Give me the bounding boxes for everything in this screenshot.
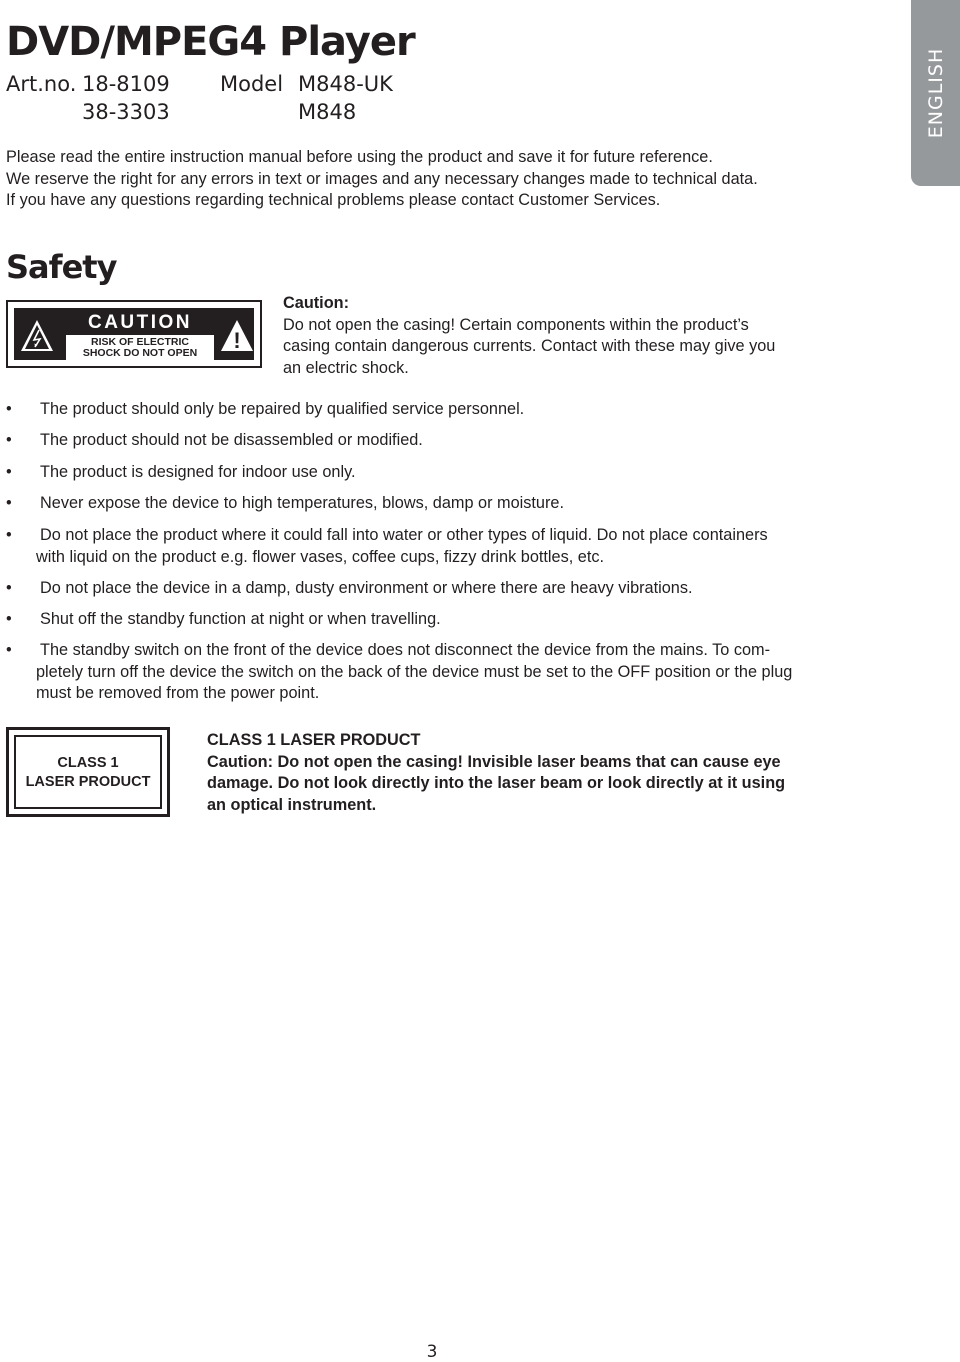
- language-tab: [911, 0, 960, 186]
- caution-line: an electric shock.: [283, 358, 409, 377]
- art-number-1: 18-8109: [82, 72, 170, 96]
- caution-line: Do not open the casing! Certain components within the product’s: [283, 315, 749, 334]
- caution-label-line: RISK OF ELECTRIC: [90, 336, 189, 348]
- bullet-dot: •: [6, 579, 12, 597]
- electric-hazard-icon: [19, 318, 55, 354]
- laser-label-line: LASER PRODUCT: [25, 774, 151, 790]
- list-item-text: Shut off the standby function at night or when travelling.: [40, 610, 441, 628]
- list-item-text: must be removed from the power point.: [36, 684, 320, 702]
- warning-icon: [219, 318, 255, 354]
- bullet-dot: •: [6, 400, 12, 418]
- safety-heading: Safety: [6, 248, 117, 286]
- bullet-dot: •: [6, 463, 12, 481]
- caution-heading: Caution:: [283, 294, 350, 312]
- language-tab-label: ENGLISH: [924, 47, 947, 139]
- laser-warning-text: [207, 730, 785, 816]
- list-item-text: Never expose the device to high temperatures, blows, damp or moisture.: [40, 494, 564, 512]
- laser-class-label: [6, 727, 170, 817]
- caution-label-line: SHOCK DO NOT OPEN: [82, 347, 198, 359]
- laser-heading: CLASS 1 LASER PRODUCT: [207, 731, 421, 749]
- model-number-1: M848-UK: [298, 72, 393, 96]
- laser-line: Caution: Do not open the casing! Invisible laser beams that can cause eye: [207, 752, 781, 771]
- list-item-text: The product should only be repaired by qualified service personnel.: [40, 400, 525, 418]
- model-label: Model: [220, 72, 284, 96]
- caution-text: [283, 293, 775, 379]
- list-item-text: The standby switch on the front of the device does not disconnect the device from the mains. To com-: [40, 641, 771, 659]
- list-item-text: with liquid on the product e.g. flower vases, coffee cups, fizzy drink bottles, etc.: [36, 547, 605, 566]
- intro-paragraph: [6, 147, 758, 212]
- list-item-text: pletely turn off the device the switch on the back of the device must be set to the OFF position or the plug: [36, 662, 793, 681]
- caution-line: casing contain dangerous currents. Contact with these may give you: [283, 337, 776, 355]
- caution-label-title: CAUTION: [66, 311, 214, 335]
- list-item-text: The product is designed for indoor use only.: [40, 463, 356, 481]
- bullet-dot: •: [6, 431, 12, 449]
- list-item-text: The product should not be disassembled or modified.: [40, 431, 423, 449]
- page-title: DVD/MPEG4 Player: [6, 19, 415, 65]
- intro-line: We reserve the right for any errors in text or images and any necessary changes made to technical data.: [6, 169, 758, 188]
- laser-line: damage. Do not look directly into the laser beam or look directly at it using: [207, 774, 786, 792]
- art-no-label: Art.no.: [6, 72, 77, 96]
- page-number: 3: [426, 1342, 438, 1362]
- art-number-2: 38-3303: [82, 100, 170, 124]
- caution-label: [6, 300, 262, 368]
- model-number-2: M848: [298, 100, 357, 124]
- bullet-dot: •: [6, 610, 12, 628]
- bullet-dot: •: [6, 494, 12, 512]
- intro-line: If you have any questions regarding technical problems please contact Customer Services.: [6, 191, 661, 209]
- list-item-text: Do not place the product where it could fall into water or other types of liquid. Do not place containers: [40, 526, 768, 544]
- laser-line: an optical instrument.: [207, 795, 377, 814]
- laser-label-line: CLASS 1: [57, 755, 119, 771]
- bullet-dot: •: [6, 526, 12, 544]
- list-item-text: Do not place the device in a damp, dusty environment or where there are heavy vibrations.: [40, 579, 693, 597]
- exclamation-mark: !: [233, 328, 241, 353]
- intro-line: Please read the entire instruction manual before using the product and save it for future reference.: [6, 148, 713, 166]
- bullet-dot: •: [6, 641, 12, 659]
